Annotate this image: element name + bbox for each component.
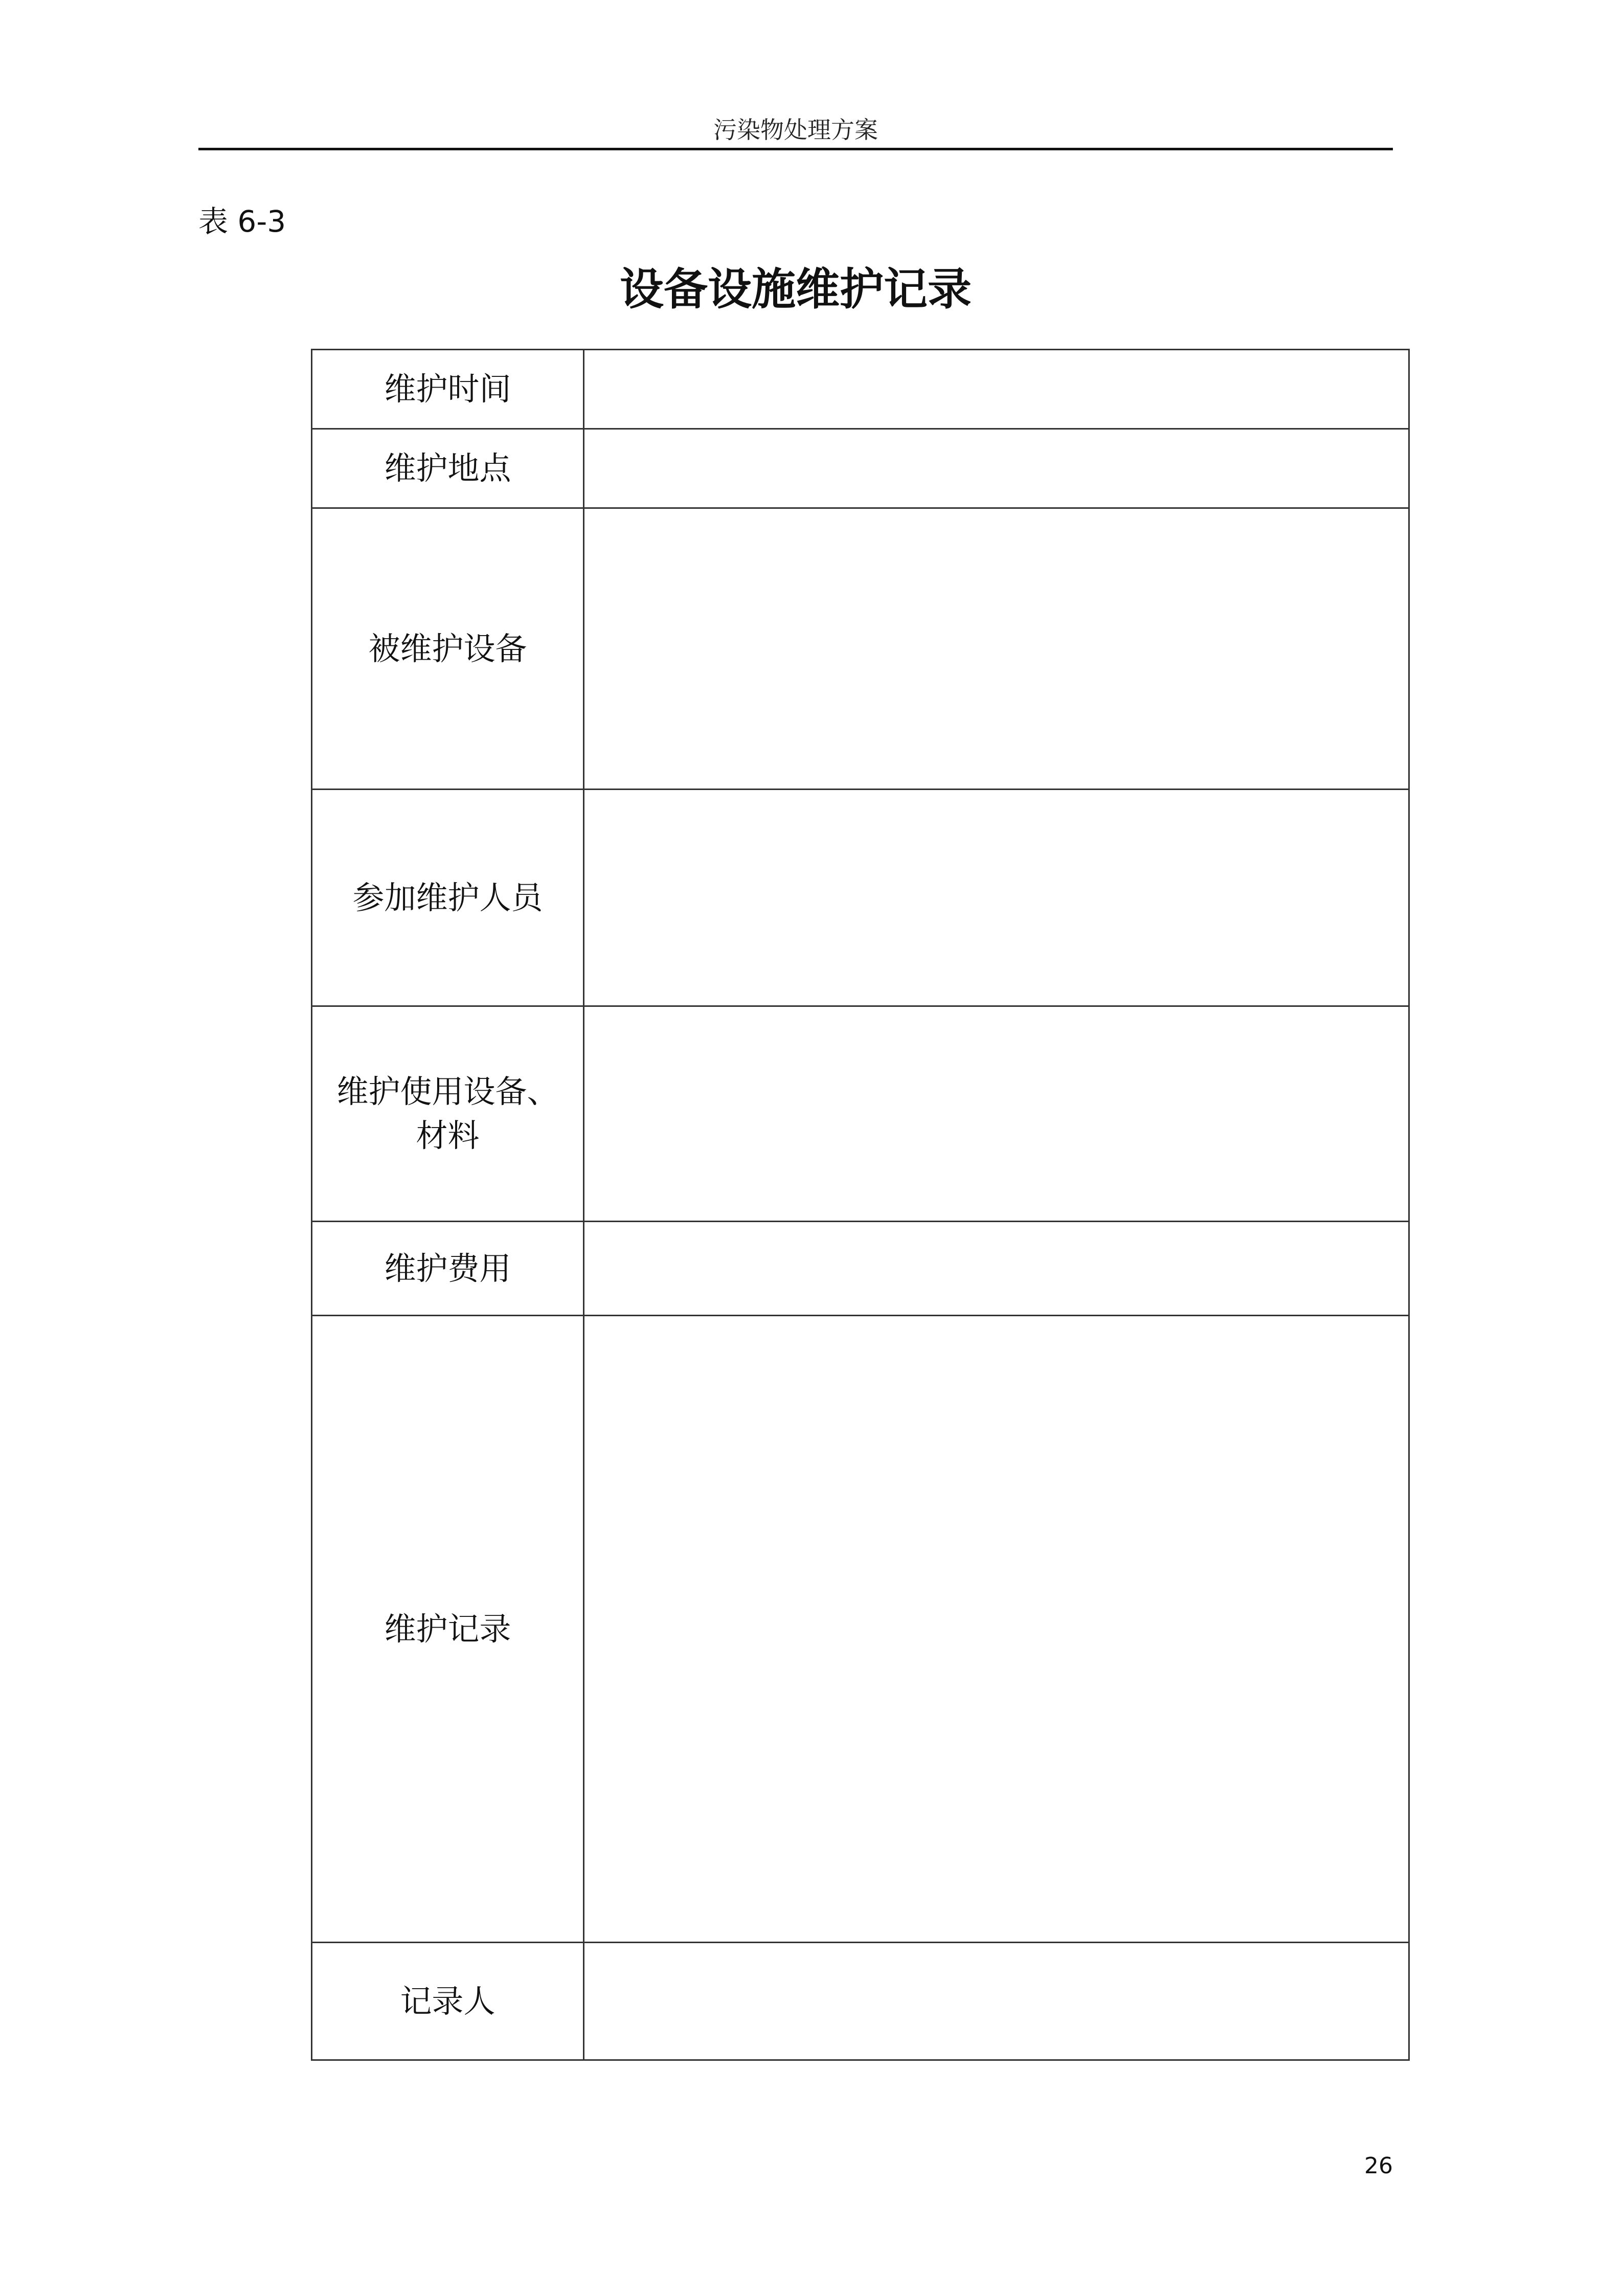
row-maintenance-log <box>312 1316 1409 1943</box>
label-maintenance-cost: 维护费用 <box>312 1222 584 1316</box>
row-maintenance-personnel <box>312 790 1409 1006</box>
form-title: 设备设施维护记录 <box>620 264 972 315</box>
running-header: 污染物处理方案 <box>713 116 878 144</box>
maintenance-record-table <box>311 349 1410 2061</box>
row-equipment-materials <box>312 1006 1409 1222</box>
row-maintenance-location <box>312 429 1409 508</box>
page-number: 26 <box>1364 2153 1393 2179</box>
field-maintenance-time[interactable] <box>584 350 1409 429</box>
field-recorder[interactable] <box>584 1943 1409 2060</box>
field-maintenance-log[interactable] <box>584 1316 1409 1943</box>
label-maintained-equipment: 被维护设备 <box>312 508 584 790</box>
field-maintained-equipment[interactable] <box>584 508 1409 790</box>
row-maintenance-cost <box>312 1222 1409 1316</box>
table-caption: 表 6-3 <box>198 204 286 239</box>
label-maintenance-location: 维护地点 <box>312 429 584 508</box>
field-maintenance-cost[interactable] <box>584 1222 1409 1316</box>
label-recorder: 记录人 <box>312 1943 584 2060</box>
label-maintenance-time: 维护时间 <box>312 350 584 429</box>
field-maintenance-personnel[interactable] <box>584 790 1409 1006</box>
label-maintenance-log: 维护记录 <box>312 1316 584 1943</box>
row-maintained-equipment <box>312 508 1409 790</box>
field-equipment-materials[interactable] <box>584 1006 1409 1222</box>
field-maintenance-location[interactable] <box>584 429 1409 508</box>
label-equipment-materials: 维护使用设备、 材料 <box>312 1006 584 1222</box>
row-recorder <box>312 1943 1409 2060</box>
header-rule <box>198 148 1393 150</box>
row-maintenance-time <box>312 350 1409 429</box>
label-maintenance-personnel: 参加维护人员 <box>312 790 584 1006</box>
